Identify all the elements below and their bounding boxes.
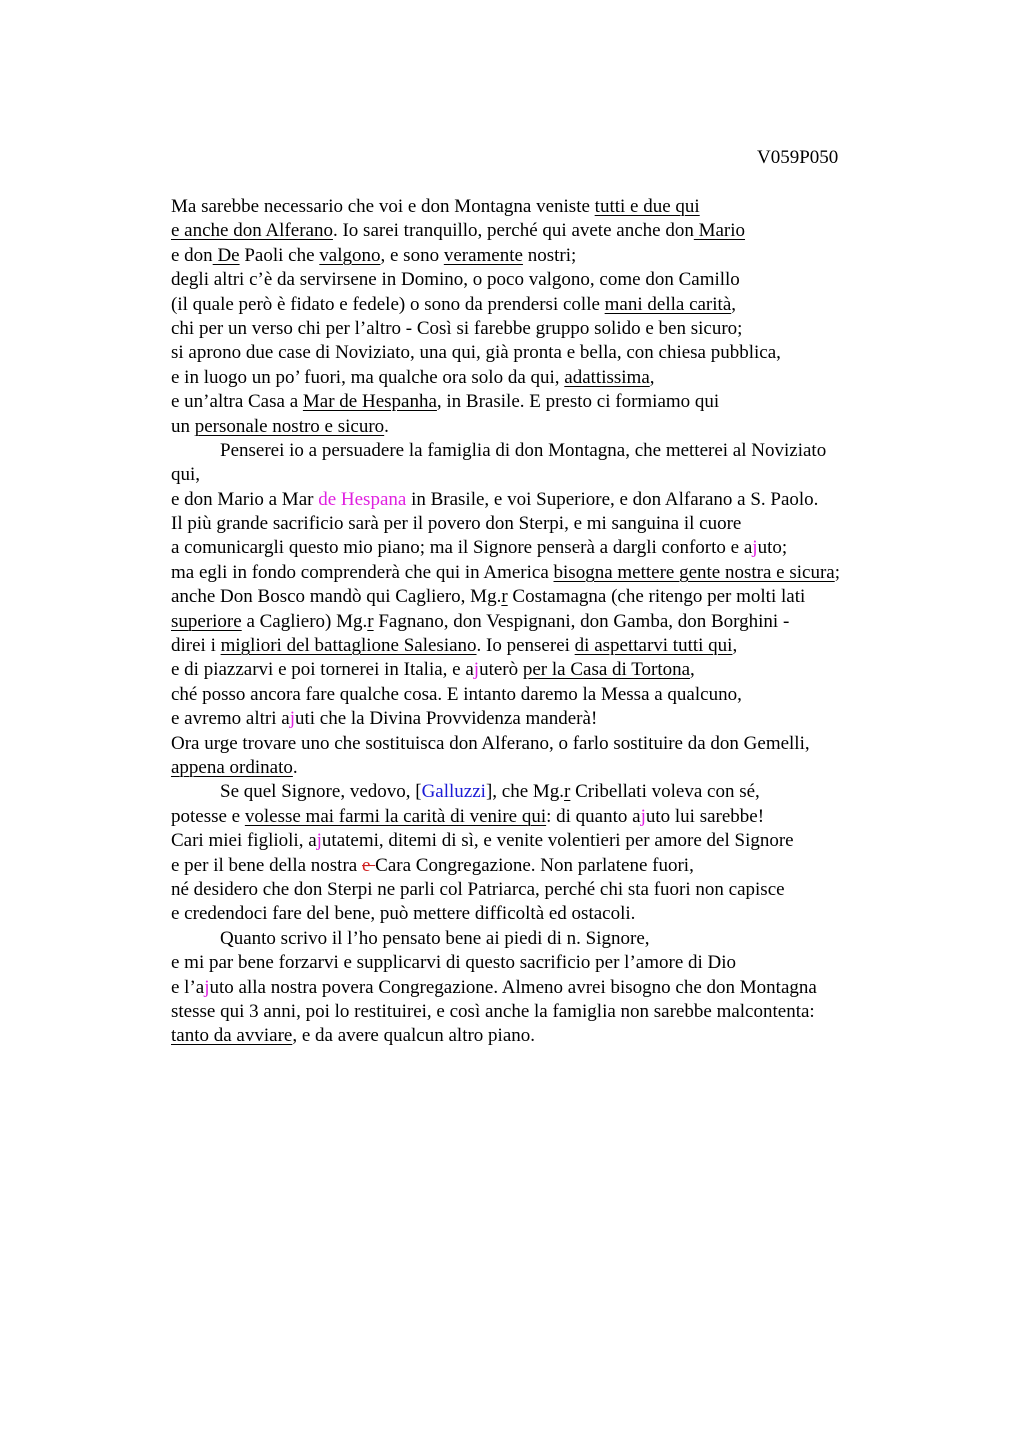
text-line — [171, 488, 911, 512]
underlined-text: appena ordinato — [171, 756, 293, 778]
text-line — [171, 732, 911, 756]
underlined-text: personale nostro e sicuro — [194, 415, 385, 437]
underlined-text: r — [367, 610, 374, 632]
text-segment: uto lui sarebbe! — [645, 805, 765, 827]
text-segment: e don Mario a Mar — [171, 488, 319, 510]
text-segment: Ma sarebbe necessario che voi e don Montagna veniste — [171, 196, 595, 217]
underlined-text: Mar de Hespanha — [302, 391, 437, 413]
underlined-text: valgono — [319, 244, 381, 266]
text-line — [171, 829, 911, 853]
underlined-text: di aspettarvi tutti qui — [574, 635, 733, 657]
underlined-text: per la Casa di Tortona — [522, 659, 691, 681]
text-segment: uterò — [479, 659, 523, 681]
underlined-text: r — [501, 586, 508, 608]
text-segment: . Io sarei tranquillo, perché qui avete anche don — [332, 220, 694, 242]
text-line — [171, 415, 911, 439]
text-segment: . Io penserei — [476, 635, 575, 657]
text-segment: , — [690, 659, 695, 681]
text-line — [171, 390, 911, 414]
text-segment: si aprono due case di Noviziato, una qui, già pronta e bella, con chiesa pubblica, — [171, 342, 781, 364]
text-segment: utatemi, ditemi di sì, e venite volentieri per amore del Signore — [321, 830, 794, 852]
text-line — [171, 536, 911, 560]
text-segment: in Brasile, e voi Superiore, e don Alfarano a S. Paolo. — [406, 488, 819, 510]
underlined-text: bisogna mettere gente nostra e sicura — [553, 561, 835, 583]
text-segment: . — [384, 415, 389, 437]
text-segment: ché posso ancora fare qualche cosa. E intanto daremo la Messa a qualcuno, — [171, 683, 742, 705]
text-line — [171, 805, 911, 829]
underlined-text: superiore — [171, 610, 242, 632]
text-segment: Cara Congregazione. Non parlatene fuori, — [375, 854, 694, 876]
text-segment: ma egli in fondo comprenderà che qui in America — [171, 561, 554, 583]
text-segment: , in Brasile. E presto ci formiamo qui — [436, 391, 720, 413]
underlined-text: mani della carità — [604, 293, 732, 315]
text-line — [171, 683, 911, 707]
text-line — [171, 1024, 911, 1048]
underlined-text: tutti e due qui — [594, 196, 700, 217]
text-segment: e l’a — [171, 976, 205, 998]
underlined-text: adattissima — [564, 366, 650, 388]
text-segment: uto alla nostra povera Congregazione. Almeno avrei bisogno che don Montagna — [209, 976, 817, 998]
text-segment: Se quel Signore, vedovo, [ — [220, 781, 422, 803]
text-segment: a comunicargli questo mio piano; ma il Signore penserà a dargli conforto e a — [171, 537, 753, 559]
text-segment: e avremo altri a — [171, 708, 290, 730]
magenta-highlight: j — [204, 976, 210, 998]
text-segment: (il quale però è fidato e fedele) o sono da prendersi colle — [171, 293, 605, 315]
magenta-highlight: j — [316, 830, 322, 852]
text-line — [171, 585, 911, 609]
text-line — [171, 366, 911, 390]
text-segment: un — [171, 415, 195, 437]
text-line — [171, 341, 911, 365]
text-line — [171, 902, 911, 926]
text-segment: qui, — [171, 464, 201, 486]
text-segment: e per il bene della nostra — [171, 854, 362, 876]
text-line — [171, 951, 911, 975]
text-segment: . — [292, 756, 298, 778]
magenta-highlight: j — [752, 537, 758, 559]
text-segment: Fagnano, don Vespignani, don Gamba, don Borghini - — [373, 610, 790, 632]
underlined-text: veramente — [443, 244, 523, 266]
magenta-highlight: de Hespana — [318, 488, 407, 510]
text-line — [171, 854, 911, 878]
text-segment: uti che la Divina Provvidenza manderà! — [294, 708, 598, 730]
text-segment: Cribellati voleva con sé, — [570, 781, 760, 803]
text-segment: Quanto scrivo il l’ho pensato bene ai piedi di n. Signore, — [220, 927, 650, 949]
text-segment: ], che Mg. — [485, 781, 565, 803]
underlined-text: De — [212, 244, 240, 266]
text-segment: Il più grande sacrificio sarà per il povero don Sterpi, e mi sanguina il cuore — [171, 513, 742, 535]
text-line — [171, 658, 911, 682]
text-segment: direi i — [171, 635, 221, 657]
text-line — [171, 610, 911, 634]
text-line — [171, 439, 911, 463]
text-line — [171, 927, 911, 951]
underlined-text: Mario — [693, 220, 746, 242]
text-line — [171, 463, 911, 487]
struck-text: e — [361, 854, 376, 876]
text-segment: chi per un verso chi per l’altro - Così si farebbe gruppo solido e ben sicuro; — [171, 317, 743, 339]
text-segment: , — [732, 635, 738, 657]
text-segment: anche Don Bosco mandò qui Cagliero, Mg. — [171, 586, 502, 608]
text-segment: : di quanto a — [546, 805, 641, 827]
text-segment: , e da avere qualcun altro piano. — [292, 1025, 536, 1047]
text-segment: Cari miei figlioli, a — [171, 830, 317, 852]
text-line — [171, 780, 911, 804]
text-line — [171, 634, 911, 658]
underlined-text: r — [564, 781, 571, 803]
text-segment: potesse e — [171, 805, 245, 827]
text-segment: Costamagna (che ritengo per molti lati — [507, 586, 806, 608]
text-segment: stesse qui 3 anni, poi lo restituirei, e così anche la famiglia non sarebbe malcontenta: — [171, 1000, 815, 1022]
text-segment: e in luogo un po’ fuori, ma qualche ora solo da qui, — [171, 366, 565, 388]
text-segment: degli altri c’è da servirsene in Domino, o poco valgono, come don Camillo — [171, 269, 740, 291]
text-line — [171, 976, 911, 1000]
text-line — [171, 293, 911, 317]
text-segment: , — [649, 366, 655, 388]
text-segment: e un’altra Casa a — [171, 391, 303, 413]
text-segment: uto; — [757, 537, 788, 559]
text-line — [171, 244, 911, 268]
text-segment: Ora urge trovare uno che sostituisca don Alferano, o farlo sostituire da don Gemelli, — [171, 732, 810, 754]
underlined-text: tanto da avviare — [171, 1025, 293, 1047]
text-segment: , — [731, 293, 737, 315]
letter-body — [171, 195, 911, 1049]
text-line — [171, 756, 911, 780]
text-line — [171, 878, 911, 902]
text-line — [171, 268, 911, 292]
text-line — [171, 195, 911, 219]
underlined-text: migliori del battaglione Salesiano — [220, 635, 477, 657]
text-segment: , e sono — [380, 244, 444, 266]
text-line — [171, 1000, 911, 1024]
text-segment: Penserei io a persuadere la famiglia di don Montagna, che metterei al Noviziato — [220, 439, 827, 461]
text-segment: e don — [171, 244, 213, 266]
text-segment: ; — [834, 561, 840, 583]
text-segment: a Cagliero) Mg. — [241, 610, 368, 632]
magenta-highlight: j — [289, 708, 295, 730]
underlined-text: volesse mai farmi la carità di venire qui — [244, 805, 547, 827]
magenta-highlight: j — [473, 659, 480, 681]
text-segment: Paoli che — [239, 244, 320, 266]
page-code: V059P050 — [757, 147, 839, 168]
text-segment: e di piazzarvi e poi tornerei in Italia, e a — [171, 659, 474, 681]
text-line — [171, 219, 911, 243]
text-segment: nostri; — [522, 244, 577, 266]
magenta-highlight: j — [640, 805, 646, 827]
text-segment: e credendoci fare del bene, può mettere difficoltà ed ostacoli. — [171, 903, 636, 925]
text-line — [171, 707, 911, 731]
underlined-text: e anche don Alferano — [171, 220, 333, 242]
text-line — [171, 561, 911, 585]
text-line — [171, 317, 911, 341]
text-segment: e mi par bene forzarvi e supplicarvi di questo sacrificio per l’amore di Dio — [171, 952, 737, 974]
text-segment: né desidero che don Sterpi ne parli col Patriarca, perché chi sta fuori non capisce — [171, 878, 785, 900]
blue-highlight: Galluzzi — [421, 781, 486, 803]
text-line — [171, 512, 911, 536]
